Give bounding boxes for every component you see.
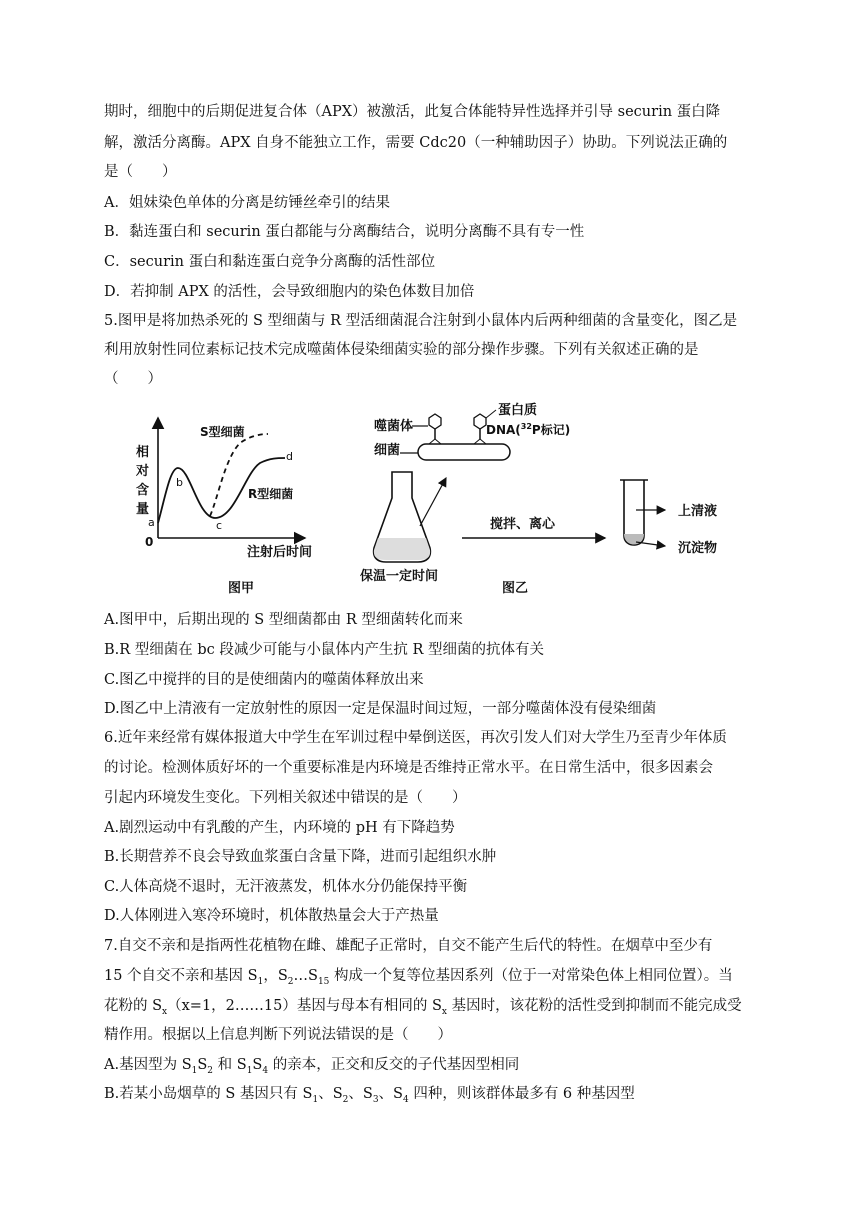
q4-option-c: C．securin 蛋白和黏连蛋白竞争分离酶的活性部位 — [104, 254, 436, 270]
jia-ylabel-4: 量 — [136, 502, 150, 517]
yi-flask-pointer — [420, 478, 446, 526]
jia-caption: 图甲 — [228, 581, 255, 596]
yi-incubate-label: 保温一定时间 — [360, 569, 439, 584]
q5-option-c: C.图乙中搅拌的目的是使细菌内的噬菌体释放出来 — [104, 672, 424, 688]
q4-stem-line-3: 是（ ） — [104, 164, 177, 180]
yi-protein-label: 蛋白质 — [498, 403, 538, 418]
q5-figures — [130, 398, 750, 598]
q7-stem-line-2: 15 个自交不亲和基因 $S_1$，$S_2\dots S_{15}$ 构成一个复等位基因系列（位于一对常染色体上相同位置）。当 — [104, 968, 733, 987]
q6-stem-line-3: 引起内环境发生变化。下列相关叙述中错误的是（ ） — [104, 790, 467, 806]
q5-stem-line-2: 利用放射性同位素标记技术完成噬菌体侵染细菌实验的部分操作步骤。下列有关叙述正确的是 — [104, 342, 699, 358]
yi-phage-icon-1 — [429, 414, 441, 444]
yi-caption: 图乙 — [502, 581, 529, 596]
jia-xlabel: 注射后时间 — [247, 545, 313, 560]
yi-bacteria-label: 细菌 — [374, 443, 401, 458]
jia-point-a: a — [148, 516, 155, 529]
q7-stem-line-4: 精作用。根据以上信息判断下列说法错误的是（ ） — [104, 1027, 452, 1043]
jia-s-curve — [210, 434, 268, 516]
q7-stem-line-1: 7.自交不亲和是指两性花植物在雌、雄配子正常时，自交不能产生后代的特性。在烟草中至少有 — [104, 938, 713, 954]
q6-stem-line-1: 6.近年来经常有媒体报道大中学生在军训过程中晕倒送医，再次引发人们对大学生乃至青少年体质 — [104, 730, 727, 746]
jia-origin: 0 — [145, 535, 154, 549]
q6-option-c: C.人体高烧不退时，无汗液蒸发，机体水分仍能保持平衡 — [104, 879, 468, 895]
yi-supernatant-label: 上清液 — [678, 504, 718, 519]
q5-stem-line-1: 5.图甲是将加热杀死的 S 型细菌与 R 型活细菌混合注射到小鼠体内后两种细菌的含量变化，图乙是 — [104, 313, 738, 329]
yi-dna-label: DNA($^{32}$P标记) — [486, 422, 571, 437]
yi-phage-label: 噬菌体 — [374, 419, 414, 434]
q6-option-b: B.长期营养不良会导致血浆蛋白含量下降，进而引起组织水肿 — [104, 849, 497, 865]
q4-option-b: B．黏连蛋白和 securin 蛋白都能与分离酶结合，说明分离酶不具有专一性 — [104, 224, 585, 240]
q6-option-d: D.人体刚进入寒冷环境时，机体散热量会大于产热量 — [104, 908, 439, 924]
yi-phage-icon-2 — [474, 414, 486, 444]
jia-ylabel-2: 对 — [136, 464, 150, 479]
yi-bacterium-shape — [418, 444, 510, 460]
q5-option-a: A.图甲中，后期出现的 S 型细菌都由 R 型细菌转化而来 — [104, 612, 463, 628]
figure-jia — [135, 418, 312, 596]
yi-sediment-label: 沉淀物 — [678, 541, 718, 556]
jia-point-d: d — [286, 450, 293, 463]
q5-option-d: D.图乙中上清液有一定放射性的原因一定是保温时间过短，一部分噬菌体没有侵染细菌 — [104, 701, 657, 717]
q4-stem-line-1: 期时，细胞中的后期促进复合体（APX）被激活，此复合体能特异性选择并引导 securin 蛋白降 — [104, 104, 721, 120]
q7-stem-line-3: 花粉的 $S_x(x=1$，2……15）基因与母本有相同的 $S_x$ 基因时，该花粉的活性受到抑制而不能完成受 — [104, 998, 742, 1017]
jia-point-b: b — [176, 476, 183, 489]
q4-stem-line-2: 解，激活分离酶。APX 自身不能独立工作，需要 Cdc20（一种辅助因子）协助。下列说法正确的 — [104, 135, 728, 151]
q4-option-a: A．姐妹染色单体的分离是纺锤丝牵引的结果 — [104, 195, 390, 211]
q4-option-d: D．若抑制 APX 的活性，会导致细胞内的染色体数目加倍 — [104, 284, 475, 300]
q7-option-b: B.若某小岛烟草的 S 基因只有 $S_1$、$S_2$、$S_3$、$S_4$ 四种，则该群体最多有 6 种基因型 — [104, 1086, 635, 1105]
jia-ylabel-1: 相 — [136, 445, 150, 460]
q5-option-b: B.R 型细菌在 bc 段减少可能与小鼠体内产生抗 R 型细菌的抗体有关 — [104, 642, 545, 658]
q6-option-a: A.剧烈运动中有乳酸的产生，内环境的 pH 有下降趋势 — [104, 820, 455, 836]
figure-yi — [360, 402, 717, 596]
q5-stem-line-3: （ ） — [104, 371, 162, 387]
q7-option-a: A.基因型为 $S_1S_2$ 和 $S_1S_4$ 的亲本，正交和反交的子代基因型相同 — [104, 1057, 520, 1076]
jia-ylabel-3: 含 — [136, 483, 150, 498]
q6-stem-line-2: 的讨论。检测体质好坏的一个重要标准是内环境是否维持正常水平。在日常生活中，很多因素会 — [104, 760, 713, 776]
jia-r-label: R型细菌 — [248, 487, 294, 501]
jia-s-label: S型细菌 — [200, 425, 245, 439]
yi-stir-label: 搅拌、离心 — [490, 517, 556, 532]
jia-point-c: c — [216, 519, 223, 532]
